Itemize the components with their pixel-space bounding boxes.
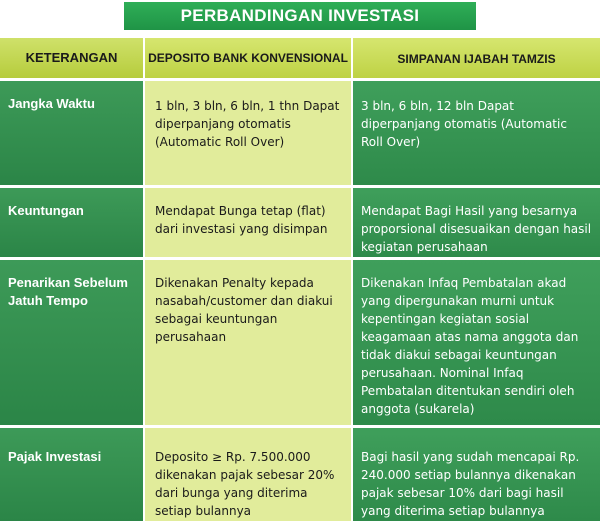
table-row	[0, 260, 600, 425]
row-label: Jangka Waktu	[0, 81, 143, 185]
row-label: Penarikan Sebelum Jatuh Tempo	[0, 260, 143, 425]
deposito-text: 1 bln, 3 bln, 6 bln, 1 thn Dapat diperpanjang otomatis (Automatic Roll Over)	[155, 99, 340, 149]
ijabah-cell: Mendapat Bagi Hasil yang besarnya proporsional disesuaikan dengan hasil kegiatan perusahaan	[353, 188, 600, 257]
deposito-cell	[145, 188, 351, 257]
deposito-cell	[145, 260, 351, 425]
deposito-cell	[145, 428, 351, 521]
ijabah-cell: Bagi hasil yang sudah mencapai Rp. 240.000 setiap bulannya dikenakan pajak sebesar 10% dari bagi hasil yang diterima setiap bulannya	[353, 428, 600, 521]
header-deposito: DEPOSITO BANK KONVENSIONAL	[145, 38, 351, 78]
table-row	[0, 428, 600, 521]
table-row	[0, 188, 600, 257]
header-keterangan: KETERANGAN	[0, 38, 143, 78]
comparison-table	[0, 38, 600, 521]
table-row	[0, 81, 600, 185]
row-label: Pajak Investasi	[0, 428, 143, 521]
row-label: Keuntungan	[0, 188, 143, 257]
deposito-cell	[145, 81, 351, 185]
ijabah-cell: 3 bln, 6 bln, 12 bln Dapat diperpanjang otomatis (Automatic Roll Over)	[353, 81, 600, 185]
table-header-row	[0, 38, 600, 78]
deposito-text: Dikenakan Penalty kepada nasabah/customer dan diakui sebagai keuntungan perusahaan	[155, 276, 333, 344]
page-title: PERBANDINGAN INVESTASI	[124, 2, 476, 30]
header-ijabah: SIMPANAN IJABAH TAMZIS	[353, 38, 600, 78]
deposito-text: Mendapat Bunga tetap (flat) dari investasi yang disimpan	[155, 204, 328, 236]
ijabah-cell: Dikenakan Infaq Pembatalan akad yang dipergunakan murni untuk kepentingan kegiatan sosial keagamaan atas nama anggota dan tidak diakui sebagai keuntungan perusahaan. Nominal Infaq Pembatalan ditentukan sendiri oleh anggota (sukarela)	[353, 260, 600, 425]
deposito-text: Deposito ≥ Rp. 7.500.000 dikenakan pajak sebesar 20% dari bunga yang diterima setiap bulannya	[155, 450, 335, 518]
